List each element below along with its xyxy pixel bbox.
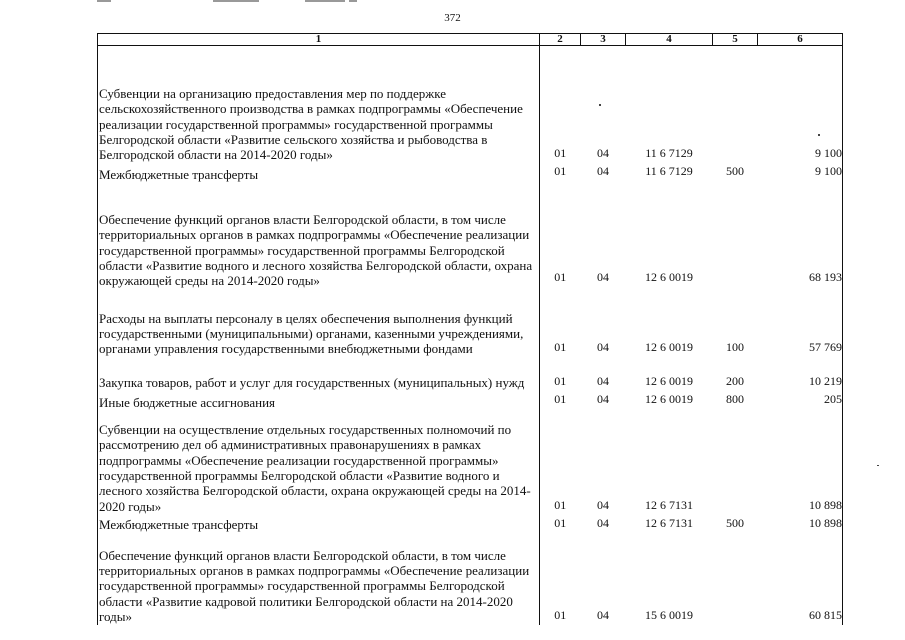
row-target-code bbox=[626, 515, 713, 533]
row-expense-type bbox=[713, 358, 758, 392]
row-target-code bbox=[626, 164, 713, 184]
row-expense-type bbox=[713, 164, 758, 184]
row-expense-type bbox=[713, 515, 758, 533]
scan-speck bbox=[818, 134, 820, 136]
row-expense-type-text: 200 bbox=[726, 374, 744, 389]
row-description bbox=[98, 358, 540, 392]
row-amount bbox=[758, 533, 843, 625]
row-description bbox=[98, 515, 540, 533]
row-description bbox=[98, 533, 540, 625]
header-col-3: 3 bbox=[581, 34, 626, 46]
row-target-code bbox=[626, 290, 713, 358]
row-subsection bbox=[581, 392, 626, 411]
row-target-code bbox=[626, 184, 713, 290]
row-section bbox=[540, 411, 581, 515]
row-section-text: 01 bbox=[554, 146, 567, 161]
row-amount bbox=[758, 515, 843, 533]
row-section bbox=[540, 533, 581, 625]
row-section-text: 01 bbox=[554, 270, 567, 285]
row-target-code-text: 11 6 7129 bbox=[645, 146, 693, 161]
row-expense-type bbox=[713, 290, 758, 358]
row-description bbox=[98, 46, 540, 164]
row-subsection-text: 04 bbox=[597, 497, 609, 512]
row-subsection-text: 04 bbox=[597, 515, 609, 530]
row-target-code bbox=[626, 533, 713, 625]
row-description bbox=[98, 184, 540, 290]
row-subsection-text: 04 bbox=[597, 340, 609, 355]
table-row bbox=[98, 184, 843, 290]
row-expense-type-text: 800 bbox=[726, 391, 744, 406]
row-target-code bbox=[626, 358, 713, 392]
row-description bbox=[98, 392, 540, 411]
row-expense-type bbox=[713, 46, 758, 164]
row-description-text: Субвенции на осуществление отдельных государственных полномочий по рассмотрению дел об административных правонарушениях в рамках подпрограммы «Обеспечение реализации государственной программы» государственной программы Белгородской области «Развитие водного и лесного хозяйства Белгородской области, охрана окружающей среды на 2014-2020 годы» bbox=[99, 422, 531, 514]
header-col-6: 6 bbox=[758, 34, 843, 46]
table-row bbox=[98, 46, 843, 164]
row-description-text: Расходы на выплаты персоналу в целях обеспечения выполнения функций государственными (муниципальными) органами, казенными учреждениями, органами управления государственными внебюджетными фондами bbox=[99, 310, 524, 357]
row-section bbox=[540, 46, 581, 164]
row-target-code-text: 12 6 7131 bbox=[645, 515, 693, 530]
row-amount-text: 60 815 bbox=[809, 607, 842, 622]
row-section-text: 01 bbox=[554, 340, 567, 355]
row-expense-type bbox=[713, 392, 758, 411]
row-subsection-text: 04 bbox=[597, 391, 609, 406]
row-target-code-text: 12 6 0019 bbox=[645, 391, 693, 406]
row-section bbox=[540, 184, 581, 290]
header-col-1: 1 bbox=[98, 34, 540, 46]
table-row bbox=[98, 515, 843, 533]
row-subsection-text: 04 bbox=[597, 374, 609, 389]
row-target-code-text: 12 6 7131 bbox=[645, 497, 693, 512]
row-amount bbox=[758, 184, 843, 290]
row-subsection-text: 04 bbox=[597, 270, 609, 285]
row-subsection bbox=[581, 184, 626, 290]
row-subsection bbox=[581, 358, 626, 392]
row-target-code-text: 12 6 0019 bbox=[645, 340, 693, 355]
row-description-text: Межбюджетные трансферты bbox=[99, 167, 259, 183]
row-amount bbox=[758, 358, 843, 392]
row-target-code bbox=[626, 392, 713, 411]
row-expense-type bbox=[713, 533, 758, 625]
row-section bbox=[540, 358, 581, 392]
row-amount bbox=[758, 411, 843, 515]
row-section-text: 01 bbox=[554, 374, 567, 389]
row-subsection-text: 04 bbox=[597, 146, 609, 161]
row-target-code bbox=[626, 46, 713, 164]
row-expense-type bbox=[713, 184, 758, 290]
row-description-text: Закупка товаров, работ и услуг для государственных (муниципальных) нужд bbox=[99, 375, 525, 391]
row-section bbox=[540, 164, 581, 184]
row-amount-text: 9 100 bbox=[815, 146, 842, 161]
table-row bbox=[98, 411, 843, 515]
header-col-2: 2 bbox=[540, 34, 581, 46]
table-row bbox=[98, 290, 843, 358]
table-row bbox=[98, 358, 843, 392]
row-amount-text: 10 898 bbox=[809, 515, 842, 530]
row-amount bbox=[758, 290, 843, 358]
scan-speck bbox=[877, 465, 879, 466]
row-description bbox=[98, 164, 540, 184]
row-amount-text: 68 193 bbox=[809, 270, 842, 285]
row-description-text: Иные бюджетные ассигнования bbox=[99, 394, 276, 410]
table-row bbox=[98, 392, 843, 411]
budget-table bbox=[97, 33, 843, 625]
row-amount-text: 205 bbox=[824, 391, 842, 406]
row-subsection-text: 04 bbox=[597, 607, 609, 622]
row-description-text: Обеспечение функций органов власти Белгородской области, в том числе территориальных органов в рамках подпрограммы «Обеспечение реализации государственной программы» государственной программы Белгородской области «Развитие водного и лесного хозяйства Белгородской области, охрана окружающей среды на 2014-2020 годы» bbox=[99, 212, 533, 289]
row-description bbox=[98, 290, 540, 358]
row-amount bbox=[758, 46, 843, 164]
row-target-code-text: 12 6 0019 bbox=[645, 374, 693, 389]
scan-edge-marks bbox=[0, 0, 905, 3]
row-expense-type-text: 100 bbox=[726, 340, 744, 355]
row-description-text: Межбюджетные трансферты bbox=[99, 516, 259, 532]
row-description bbox=[98, 411, 540, 515]
header-col-5: 5 bbox=[713, 34, 758, 46]
row-amount-text: 10 219 bbox=[809, 374, 842, 389]
row-target-code-text: 11 6 7129 bbox=[645, 164, 693, 179]
row-amount-text: 57 769 bbox=[809, 340, 842, 355]
row-amount-text: 10 898 bbox=[809, 497, 842, 512]
row-expense-type bbox=[713, 411, 758, 515]
row-section-text: 01 bbox=[554, 607, 567, 622]
row-subsection-text: 04 bbox=[597, 164, 609, 179]
row-subsection bbox=[581, 411, 626, 515]
row-amount bbox=[758, 392, 843, 411]
table-row bbox=[98, 533, 843, 625]
header-col-4: 4 bbox=[626, 34, 713, 46]
row-description-text: Субвенции на организацию предоставления мер по поддержке сельскохозяйственного производства в рамках подпрограммы «Обеспечение реализации государственной программы» государственной программы Белгородской области «Развитие сельского хозяйства и рыбоводства в Белгородской области на 2014-2020 годы» bbox=[99, 86, 523, 163]
page-number: 372 bbox=[444, 12, 461, 24]
table-row bbox=[98, 164, 843, 184]
row-section-text: 01 bbox=[554, 515, 567, 530]
row-section bbox=[540, 392, 581, 411]
row-subsection bbox=[581, 164, 626, 184]
row-subsection bbox=[581, 46, 626, 164]
row-subsection bbox=[581, 515, 626, 533]
row-section bbox=[540, 290, 581, 358]
row-target-code bbox=[626, 411, 713, 515]
row-section-text: 01 bbox=[554, 391, 567, 406]
row-expense-type-text: 500 bbox=[726, 164, 744, 179]
row-subsection bbox=[581, 290, 626, 358]
row-target-code-text: 12 6 0019 bbox=[645, 270, 693, 285]
header-row bbox=[98, 34, 843, 46]
row-section bbox=[540, 515, 581, 533]
row-amount-text: 9 100 bbox=[815, 164, 842, 179]
row-subsection bbox=[581, 533, 626, 625]
row-section-text: 01 bbox=[554, 164, 567, 179]
row-expense-type-text: 500 bbox=[726, 515, 744, 530]
row-amount bbox=[758, 164, 843, 184]
row-description-text: Обеспечение функций органов власти Белгородской области, в том числе территориальных органов в рамках подпрограммы «Обеспечение реализации государственной программы» государственной программы Белгородской области «Развитие кадровой политики Белгородской области на 2014-2020 годы» bbox=[99, 547, 530, 624]
scan-speck bbox=[599, 104, 601, 106]
row-target-code-text: 15 6 0019 bbox=[645, 607, 693, 622]
row-section-text: 01 bbox=[554, 497, 567, 512]
